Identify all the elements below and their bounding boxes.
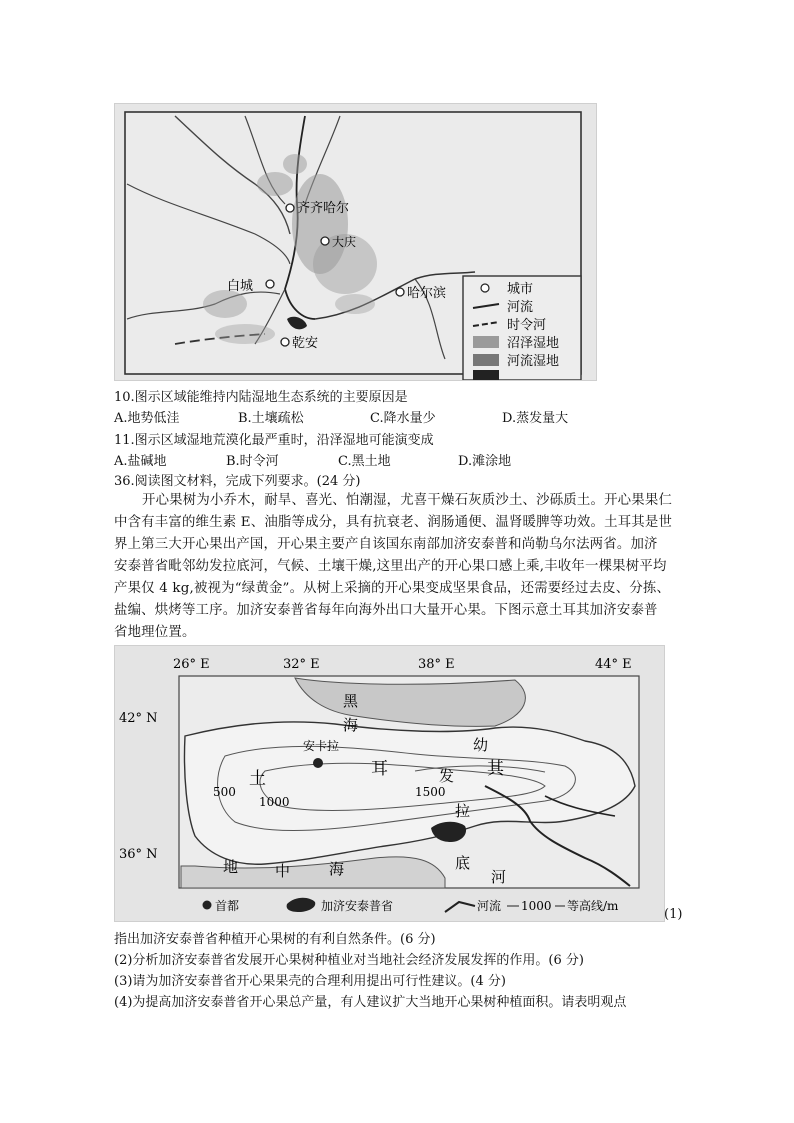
question-3: (3)请为加济安泰普省开心果果壳的合理利用提出可行性建议。(4 分)	[114, 974, 506, 989]
city-label: 齐齐哈尔	[297, 201, 350, 216]
wetland-map	[114, 103, 597, 381]
q11-option-b: B.时令河	[226, 454, 279, 469]
lat-label: 42° N	[119, 711, 158, 726]
material-line: 安泰普省毗邻幼发拉底河，气候、土壤干燥,这里出产的开心果口感上乘,丰收年一棵果树平均	[114, 559, 667, 574]
legend-label: 时令河	[507, 318, 547, 333]
q11-options	[114, 452, 594, 472]
map-label: 幼	[473, 736, 489, 754]
q11-option-a: A.盐碱地	[114, 454, 167, 469]
q10-options	[114, 409, 594, 429]
material-line: 省地理位置。	[114, 625, 196, 640]
map-label: 海	[343, 716, 359, 734]
material-line: 中含有丰富的维生素 E、油脂等成分，具有抗衰老、润肠通便、温肾暖脾等功效。土耳其是世	[114, 515, 673, 530]
q10-option-d: D.蒸发量大	[502, 411, 569, 426]
legend-label: 加济安泰普省	[321, 899, 394, 913]
legend-label: 河流	[477, 899, 502, 913]
q11-stem: 11.图示区域湿地荒漠化最严重时，沿泽湿地可能演变成	[114, 433, 434, 448]
q11-option-d: D.滩涂地	[458, 454, 512, 469]
q36-subquestion-marker: (1)	[664, 907, 683, 922]
legend-label: 河流	[507, 300, 534, 315]
map-label: 土	[249, 769, 266, 789]
lon-label: 38° E	[418, 657, 455, 672]
lon-label: 44° E	[595, 657, 632, 672]
question-4: (4)为提高加济安泰普省开心果总产量，有人建议扩大当地开心果树种植面积。请表明观点	[114, 995, 627, 1010]
lon-label: 32° E	[283, 657, 320, 672]
wetland-map-svg	[115, 104, 596, 380]
wetland-legend	[463, 276, 581, 380]
map-label: 地	[223, 858, 239, 876]
map-label: 耳	[371, 759, 388, 779]
map-label: 其	[487, 759, 504, 779]
material-line: 盐编、烘烤等工序。加济安泰普省每年向海外出口大量开心果。下图示意土耳其加济安泰普	[114, 603, 658, 618]
contour-label: 1000	[259, 795, 290, 809]
map-label: 拉	[455, 802, 471, 820]
legend-label: 首都	[215, 899, 240, 913]
map-label: 河	[491, 868, 507, 886]
contour-label: 500	[213, 785, 236, 799]
material-line: 开心果树为小乔木，耐旱、喜光、怕潮湿，尤喜干燥石灰质沙土、沙砾质土。开心果果仁	[142, 493, 673, 508]
city-label: 大庆	[332, 235, 357, 249]
question-2: (2)分析加济安泰普省发展开心果树种植业对当地社会经济发展发挥的作用。(6 分)	[114, 953, 584, 968]
lon-label: 26° E	[173, 657, 210, 672]
legend-label: 1000	[521, 899, 552, 913]
map-label: 中	[275, 862, 291, 880]
legend-label: 沼泽湿地	[507, 336, 560, 351]
q36-stem: 36.阅读图文材料，完成下列要求。(24 分)	[114, 474, 361, 489]
map-label: 安卡拉	[303, 739, 340, 753]
q11-option-c: C.黑土地	[338, 454, 391, 469]
question-1: 指出加济安泰普省种植开心果树的有利自然条件。(6 分)	[114, 932, 436, 947]
map-label: 海	[329, 860, 345, 878]
material-line: 界上第三大开心果出产国，开心果主要产自该国东南部加济安泰普和尚勒乌尔法两省。加济	[114, 537, 658, 552]
city-label: 哈尔滨	[407, 286, 447, 301]
map-label: 黑	[343, 692, 359, 710]
legend-label: 等高线/m	[567, 899, 619, 913]
q10-option-a: A.地势低洼	[114, 411, 180, 426]
turkey-map-svg	[115, 646, 664, 921]
contour-label: 1500	[415, 785, 446, 799]
map-label: 发	[439, 767, 455, 785]
legend-label: 城市	[507, 282, 534, 297]
turkey-map	[114, 645, 665, 922]
map-label: 底	[455, 854, 471, 872]
city-label: 白城	[227, 279, 254, 294]
q36-material	[114, 490, 684, 644]
lat-label: 36° N	[119, 847, 158, 862]
q10-option-b: B.土壤疏松	[238, 411, 304, 426]
city-label: 乾安	[292, 336, 319, 351]
legend-label: 河流湿地	[507, 354, 560, 369]
material-line: 产果仅 4 kg,被视为“绿黄金”。从树上采摘的开心果变成坚果食品，还需要经过去皮、分拣、	[114, 581, 671, 596]
q10-stem: 10.图示区域能维持内陆湿地生态系统的主要原因是	[114, 390, 408, 405]
q10-option-c: C.降水量少	[370, 411, 436, 426]
